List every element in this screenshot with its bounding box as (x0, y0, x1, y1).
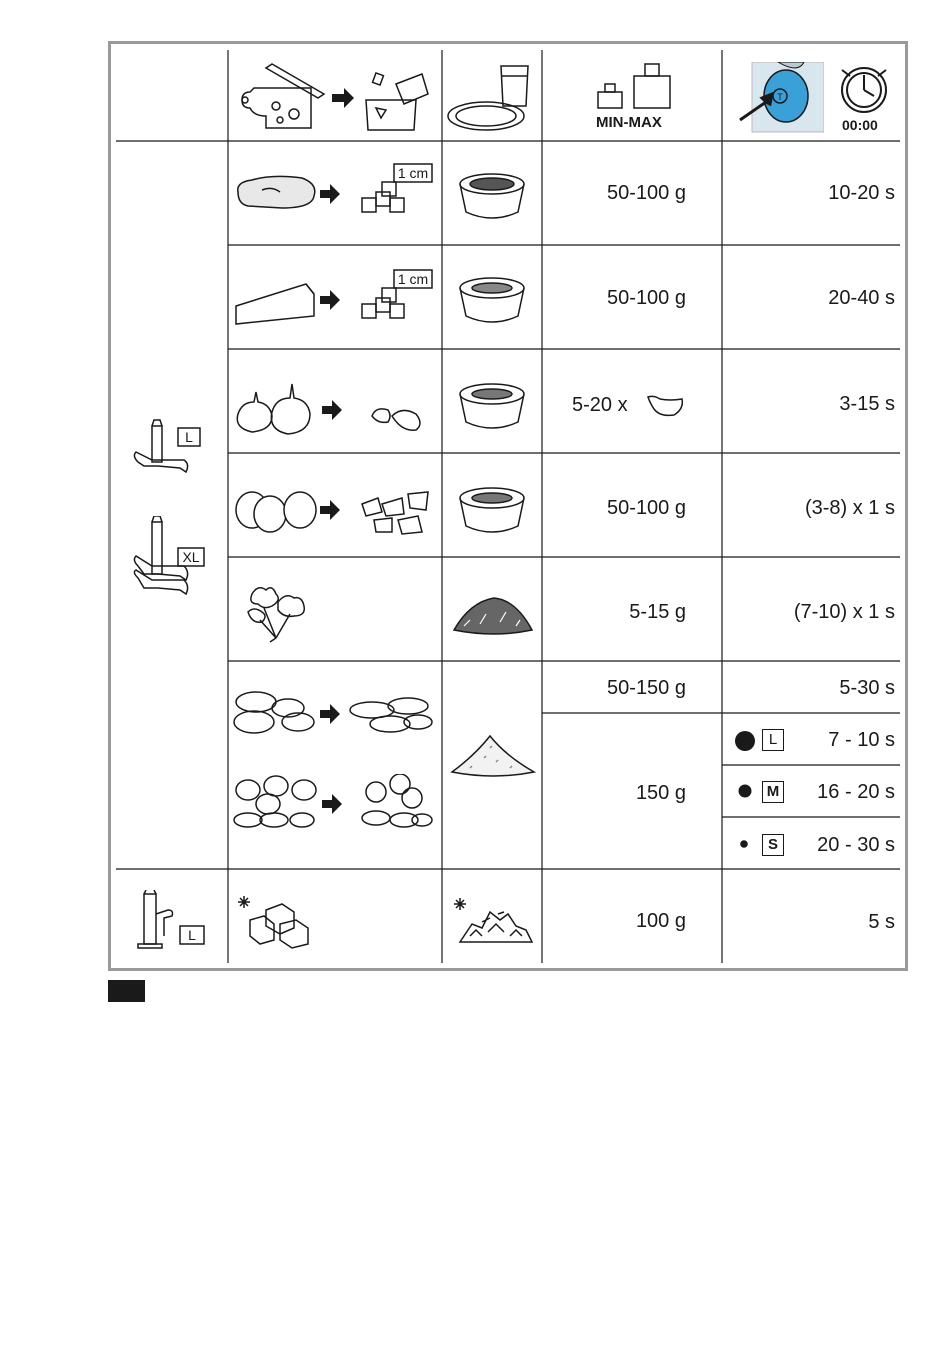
garlic-clove-icon (646, 393, 686, 419)
svg-text:1 cm: 1 cm (397, 165, 429, 181)
size-tag-l: L (762, 729, 784, 751)
blade-l-icon (128, 418, 208, 478)
bowl-minced-garlic-icon (456, 380, 528, 436)
weights-label: MIN-MAX (596, 114, 662, 131)
garlic-to-cloves-icon (232, 376, 436, 440)
almonds-to-peeled-icon (232, 688, 436, 738)
dot-medium-icon (738, 784, 752, 798)
arrow-icon (332, 88, 354, 108)
size-tag-m: M (762, 781, 784, 803)
row2-time: 20-40 s (828, 287, 895, 309)
bowl-minced-meat-icon (456, 170, 528, 226)
ice-blade-icon (128, 890, 210, 950)
ice-cubes-icon (236, 890, 316, 952)
row3-amount: 5-20 x (572, 394, 628, 416)
size-l-time: 7 - 10 s (828, 729, 895, 751)
crushed-ice-icon (452, 892, 534, 948)
arrow-icon (320, 704, 340, 724)
row1-time: 10-20 s (828, 182, 895, 204)
meat-to-cubes-icon (232, 160, 436, 232)
size-s-time: 20 - 30 s (817, 834, 895, 856)
weights-icon (594, 62, 674, 110)
svg-text:L: L (188, 927, 196, 943)
bowl-chopped-onion-icon (456, 484, 528, 540)
arrow-icon (320, 500, 340, 520)
arrow-icon (322, 400, 342, 420)
svg-text:1 cm: 1 cm (397, 271, 429, 287)
svg-text:L: L (185, 429, 193, 445)
parsley-icon (242, 580, 312, 644)
row7-time: 5 s (868, 911, 895, 933)
svg-text:XL: XL (182, 549, 200, 565)
cheese-to-cubes-icon (232, 266, 436, 338)
plate-glass-icon (446, 60, 538, 136)
row4-time: (3-8) x 1 s (804, 497, 895, 519)
row4-amount: 50-100 g (607, 497, 686, 519)
onions-to-pieces-icon (232, 484, 436, 536)
row6-amount-bottom: 150 g (635, 782, 686, 804)
ground-nuts-pile-icon (450, 728, 536, 780)
chopped-herbs-icon (450, 590, 536, 640)
row6-amount-top: 50-150 g (607, 677, 686, 699)
row6-time-top: 5-30 s (839, 677, 895, 699)
row5-time: (7-10) x 1 s (793, 601, 895, 623)
cutting-board-knife-icon (236, 60, 436, 136)
row1-amount: 50-100 g (607, 182, 686, 204)
hazelnuts-to-peeled-icon (232, 774, 436, 834)
pulse-button-icon (738, 62, 824, 134)
arrow-icon (320, 184, 340, 204)
arrow-icon (322, 794, 342, 814)
size-m-time: 16 - 20 s (817, 781, 895, 803)
dot-large-icon (734, 730, 756, 752)
language-tab-marker (108, 980, 145, 1002)
size-tag-s: S (762, 834, 784, 856)
row5-amount: 5-15 g (629, 601, 686, 623)
arrow-icon (320, 290, 340, 310)
svg-text:T: T (777, 92, 783, 102)
bowl-grated-cheese-icon (456, 274, 528, 330)
row3-time: 3-15 s (839, 393, 895, 415)
blade-xl-icon (128, 516, 208, 598)
timer-label: 00:00 (842, 117, 878, 133)
row7-amount: 100 g (635, 910, 686, 932)
row2-amount: 50-100 g (607, 287, 686, 309)
stopwatch-icon (836, 60, 892, 116)
dot-small-icon (740, 840, 748, 848)
